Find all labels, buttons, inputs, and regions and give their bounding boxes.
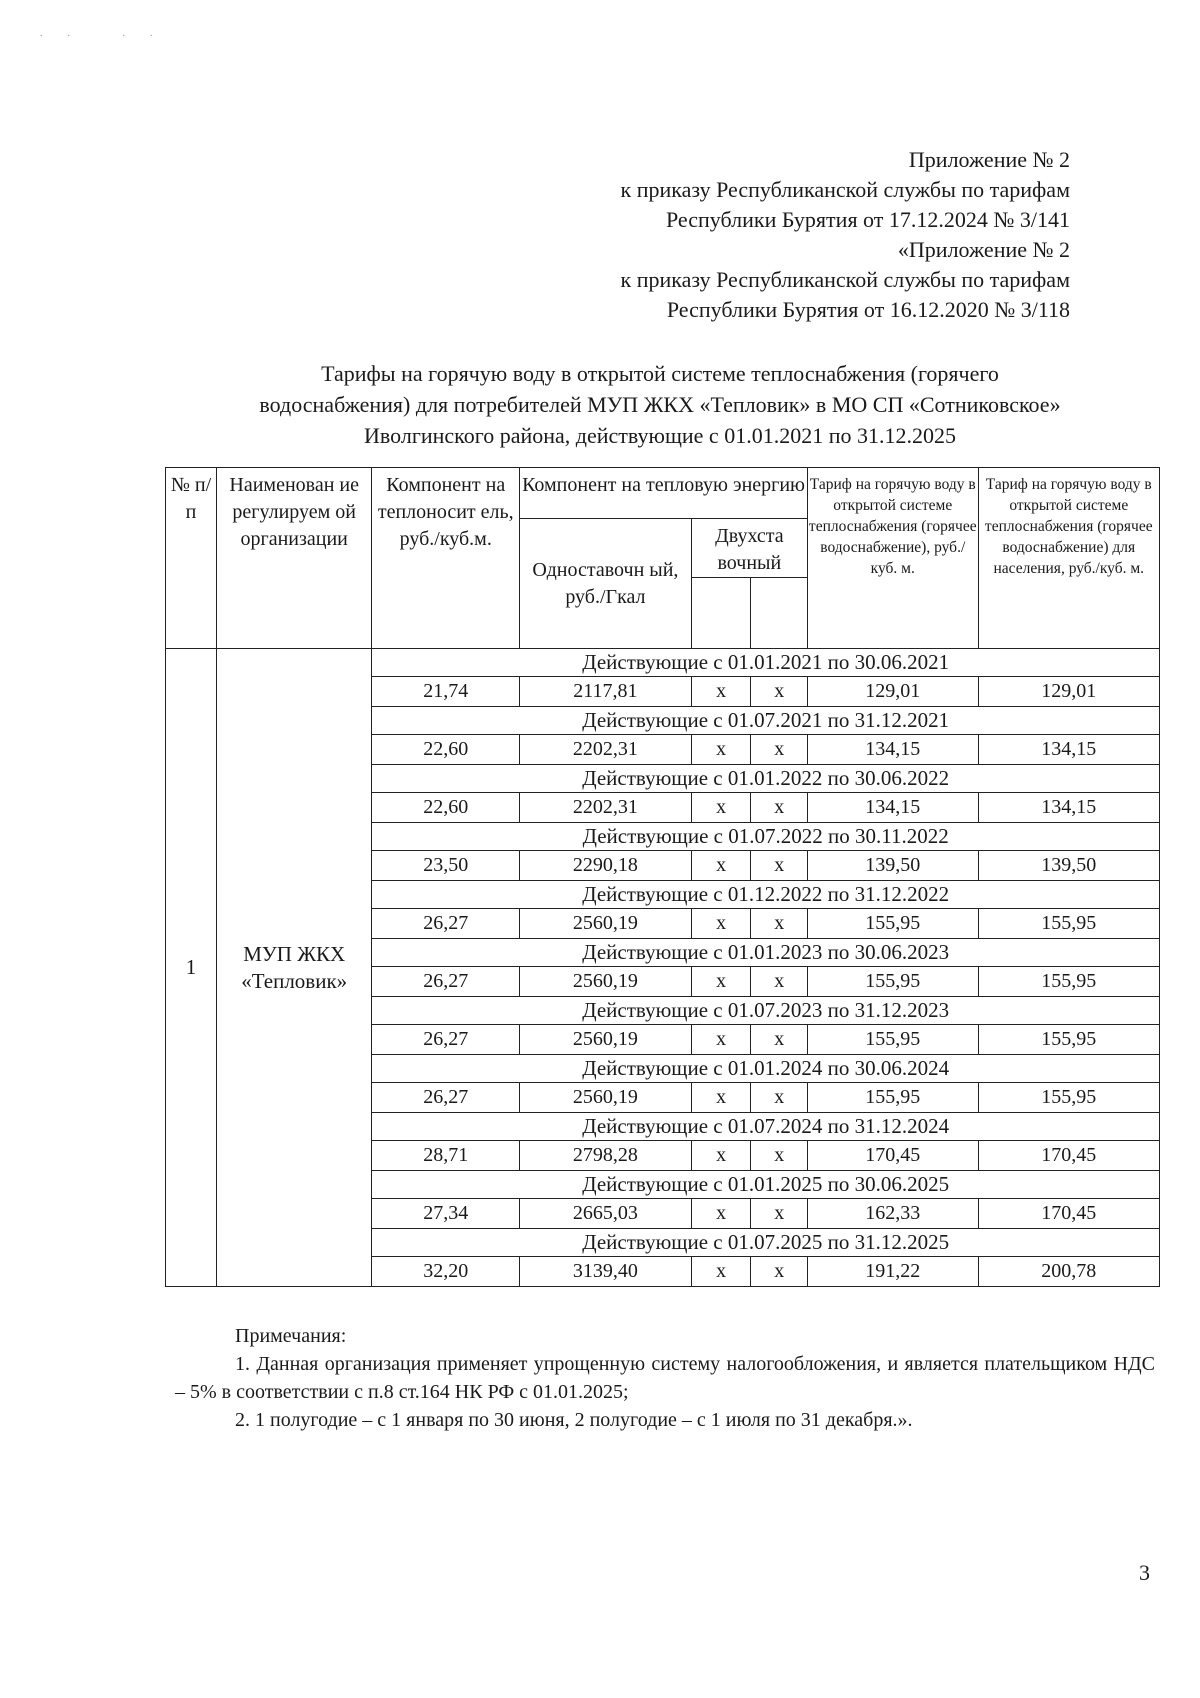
two-rate-b-value: х (751, 1257, 808, 1287)
period-label: Действующие с 01.07.2022 по 30.11.2022 (372, 823, 1160, 851)
tariff-population-value: 155,95 (978, 909, 1159, 939)
title-line: водоснабжения) для потребителей МУП ЖКХ «Тепловик» в МО СП «Сотниковское» (259, 392, 1061, 417)
page-number: 3 (1139, 1560, 1150, 1585)
two-rate-b-value: х (751, 1199, 808, 1229)
two-rate-a-value: х (691, 793, 751, 823)
period-label: Действующие с 01.07.2025 по 31.12.2025 (372, 1229, 1160, 1257)
single-rate-value: 2202,31 (520, 793, 692, 823)
carrier-value: 26,27 (372, 1083, 520, 1113)
carrier-value: 26,27 (372, 1025, 520, 1055)
two-rate-a-value: х (691, 967, 751, 997)
two-rate-b-value: х (751, 1025, 808, 1055)
header-line: Приложение № 2 (908, 147, 1070, 172)
two-rate-a-value: х (691, 1257, 751, 1287)
title-line: Тарифы на горячую воду в открытой системе теплоснабжения (горячего (321, 361, 999, 386)
carrier-value: 22,60 (372, 735, 520, 765)
carrier-value: 26,27 (372, 967, 520, 997)
two-rate-a-value: х (691, 1141, 751, 1171)
tariff-value: 191,22 (807, 1257, 978, 1287)
tariff-value: 139,50 (807, 851, 978, 881)
header-tariff-population: Тариф на горячую воду в открытой системе теплоснабжения (горячее водоснабжение) для населения, руб./куб. м. (978, 468, 1159, 649)
period-label: Действующие с 01.01.2025 по 30.06.2025 (372, 1171, 1160, 1199)
header-tariff: Тариф на горячую воду в открытой системе теплоснабжения (горячее водоснабжение), руб./куб. м. (807, 468, 978, 649)
header-line: к приказу Республиканской службы по тарифам (620, 177, 1070, 202)
tariff-table (165, 467, 1160, 1287)
carrier-value: 32,20 (372, 1257, 520, 1287)
period-label: Действующие с 01.01.2022 по 30.06.2022 (372, 765, 1160, 793)
single-rate-value: 2117,81 (520, 677, 692, 707)
single-rate-value: 3139,40 (520, 1257, 692, 1287)
tariff-value: 134,15 (807, 735, 978, 765)
carrier-value: 21,74 (372, 677, 520, 707)
two-rate-b-value: х (751, 909, 808, 939)
header-org-name: Наименован ие регулируем ой организации (217, 468, 372, 649)
header-line: Республики Бурятия от 17.12.2024 № 3/141 (665, 207, 1070, 232)
two-rate-a-value: х (691, 1083, 751, 1113)
header-two-rate-sub-b (751, 578, 808, 649)
appendix-header (621, 145, 1070, 325)
tariff-population-value: 170,45 (978, 1199, 1159, 1229)
tariff-population-value: 155,95 (978, 1083, 1159, 1113)
two-rate-b-value: х (751, 735, 808, 765)
two-rate-a-value: х (691, 677, 751, 707)
period-label: Действующие с 01.07.2023 по 31.12.2023 (372, 997, 1160, 1025)
carrier-value: 23,50 (372, 851, 520, 881)
carrier-value: 22,60 (372, 793, 520, 823)
carrier-value: 27,34 (372, 1199, 520, 1229)
two-rate-b-value: х (751, 851, 808, 881)
tariff-value: 134,15 (807, 793, 978, 823)
tariff-value: 162,33 (807, 1199, 978, 1229)
tariff-population-value: 129,01 (978, 677, 1159, 707)
header-num: № п/ п (166, 468, 217, 649)
period-label: Действующие с 01.01.2021 по 30.06.2021 (372, 649, 1160, 677)
period-label: Действующие с 01.07.2024 по 31.12.2024 (372, 1113, 1160, 1141)
tariff-population-value: 134,15 (978, 735, 1159, 765)
two-rate-a-value: х (691, 1025, 751, 1055)
carrier-value: 28,71 (372, 1141, 520, 1171)
note-2: 2. 1 полугодие – с 1 января по 30 июня, 2 полугодие – с 1 июля по 31 декабря.». (235, 1409, 913, 1431)
single-rate-value: 2202,31 (520, 735, 692, 765)
title-line: Иволгинского района, действующие с 01.01.2021 по 31.12.2025 (364, 423, 956, 448)
notes-section (175, 1322, 1155, 1434)
tariff-value: 155,95 (807, 967, 978, 997)
period-label: Действующие с 01.12.2022 по 31.12.2022 (372, 881, 1160, 909)
org-name: МУП ЖКХ «Тепловик» (217, 649, 372, 1287)
single-rate-value: 2560,19 (520, 967, 692, 997)
header-two-rate: Двухста вочный (691, 519, 807, 578)
period-label: Действующие с 01.01.2024 по 30.06.2024 (372, 1055, 1160, 1083)
two-rate-a-value: х (691, 851, 751, 881)
tariff-value: 155,95 (807, 909, 978, 939)
tariff-population-value: 155,95 (978, 967, 1159, 997)
tariff-population-value: 134,15 (978, 793, 1159, 823)
tariff-value: 155,95 (807, 1025, 978, 1055)
two-rate-b-value: х (751, 1141, 808, 1171)
header-two-rate-sub-a (691, 578, 751, 649)
tariff-population-value: 139,50 (978, 851, 1159, 881)
notes-label: Примечания: (235, 1325, 347, 1347)
tariff-value: 129,01 (807, 677, 978, 707)
header-line: к приказу Республиканской службы по тарифам (620, 267, 1070, 292)
two-rate-a-value: х (691, 1199, 751, 1229)
tariff-population-value: 200,78 (978, 1257, 1159, 1287)
tariff-value: 170,45 (807, 1141, 978, 1171)
single-rate-value: 2560,19 (520, 909, 692, 939)
single-rate-value: 2560,19 (520, 1025, 692, 1055)
note-1: 1. Данная организация применяет упрощенную систему налогообложения, и является плательщиком НДС – 5% в соответствии с п.8 ст.164 НК РФ с 01.01.2025; (175, 1353, 1155, 1403)
single-rate-value: 2665,03 (520, 1199, 692, 1229)
row-number: 1 (166, 649, 217, 1287)
two-rate-b-value: х (751, 967, 808, 997)
header-line: Республики Бурятия от 16.12.2020 № 3/118 (666, 297, 1070, 322)
period-label: Действующие с 01.01.2023 по 30.06.2023 (372, 939, 1160, 967)
scan-artifact: .. .. (40, 28, 178, 39)
tariff-value: 155,95 (807, 1083, 978, 1113)
two-rate-b-value: х (751, 677, 808, 707)
single-rate-value: 2560,19 (520, 1083, 692, 1113)
two-rate-b-value: х (751, 1083, 808, 1113)
period-label: Действующие с 01.07.2021 по 31.12.2021 (372, 707, 1160, 735)
carrier-value: 26,27 (372, 909, 520, 939)
two-rate-a-value: х (691, 909, 751, 939)
tariff-population-value: 155,95 (978, 1025, 1159, 1055)
single-rate-value: 2290,18 (520, 851, 692, 881)
header-carrier-component: Компонент на теплоносит ель, руб./куб.м. (372, 468, 520, 649)
header-energy-component: Компонент на тепловую энергию (520, 468, 808, 519)
header-line: «Приложение № 2 (897, 237, 1070, 262)
two-rate-b-value: х (751, 793, 808, 823)
tariff-population-value: 170,45 (978, 1141, 1159, 1171)
header-single-rate: Одноставочн ый, руб./Гкал (520, 519, 692, 649)
document-title (175, 358, 1145, 451)
two-rate-a-value: х (691, 735, 751, 765)
single-rate-value: 2798,28 (520, 1141, 692, 1171)
